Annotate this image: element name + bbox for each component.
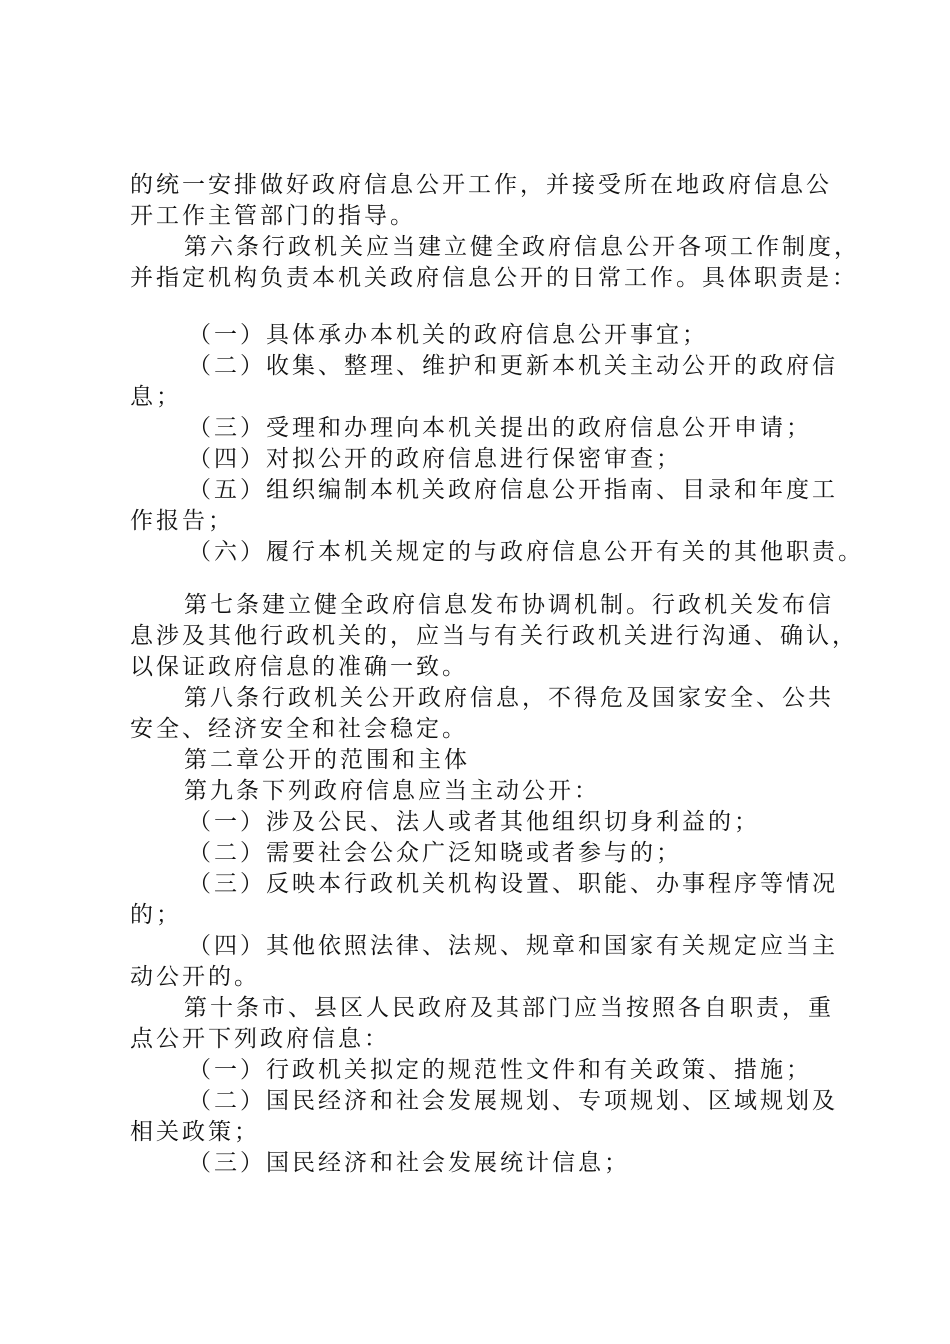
chapter-2-heading: 第二章公开的范围和主体 (184, 747, 470, 773)
list-item: （一）具体承办本机关的政府信息公开事宜； (188, 322, 708, 348)
list-item: （三）反映本行政机关机构设置、职能、办事程序等情况 (188, 871, 838, 897)
list-item: （四）其他依照法律、法规、规章和国家有关规定应当主 (188, 933, 838, 959)
text-line: 开工作主管部门的指导。 (130, 203, 416, 229)
list-item: （五）组织编制本机关政府信息公开指南、目录和年度工 (188, 477, 838, 503)
list-item: （三）受理和办理向本机关提出的政府信息公开申请； (188, 415, 812, 441)
article-6-heading: 第六条行政机关应当建立健全政府信息公开各项工作制度， (184, 234, 860, 260)
list-item: （二）收集、整理、维护和更新本机关主动公开的政府信 (188, 353, 838, 379)
text-line: 息涉及其他行政机关的，应当与有关行政机关进行沟通、确认， (130, 623, 858, 649)
text-line: 相关政策； (130, 1119, 260, 1145)
article-8-heading: 第八条行政机关公开政府信息，不得危及国家安全、公共 (184, 685, 834, 711)
text-line: 并指定机构负责本机关政府信息公开的日常工作。具体职责是： (130, 265, 858, 291)
text-line: 动公开的。 (130, 964, 260, 990)
list-item: （二）需要社会公众广泛知晓或者参与的； (188, 840, 682, 866)
list-item: （一）涉及公民、法人或者其他组织切身利益的； (188, 809, 760, 835)
text-line: 作报告； (130, 508, 234, 534)
paragraph-gap (130, 294, 850, 320)
paragraph-gap (130, 568, 850, 590)
text-line: 的； (130, 902, 182, 928)
text-line: 息； (130, 384, 182, 410)
list-item: （三）国民经济和社会发展统计信息； (188, 1150, 630, 1176)
article-10-heading: 第十条市、县区人民政府及其部门应当按照各自职责，重 (184, 995, 834, 1021)
text-line: 的统一安排做好政府信息公开工作，并接受所在地政府信息公 (130, 172, 832, 198)
list-item: （一）行政机关拟定的规范性文件和有关政策、措施； (188, 1057, 812, 1083)
list-item: （四）对拟公开的政府信息进行保密审查； (188, 446, 682, 472)
document-body (130, 170, 864, 1179)
list-item: （六）履行本机关规定的与政府信息公开有关的其他职责。 (188, 539, 864, 565)
text-line: 安全、经济安全和社会稳定。 (130, 716, 468, 742)
text-line: 以保证政府信息的准确一致。 (130, 654, 468, 680)
text-line: 点公开下列政府信息： (130, 1026, 390, 1052)
list-item: （二）国民经济和社会发展规划、专项规划、区域规划及 (188, 1088, 838, 1114)
article-7-heading: 第七条建立健全政府信息发布协调机制。行政机关发布信 (184, 592, 834, 618)
article-9-heading: 第九条下列政府信息应当主动公开： (184, 778, 600, 804)
